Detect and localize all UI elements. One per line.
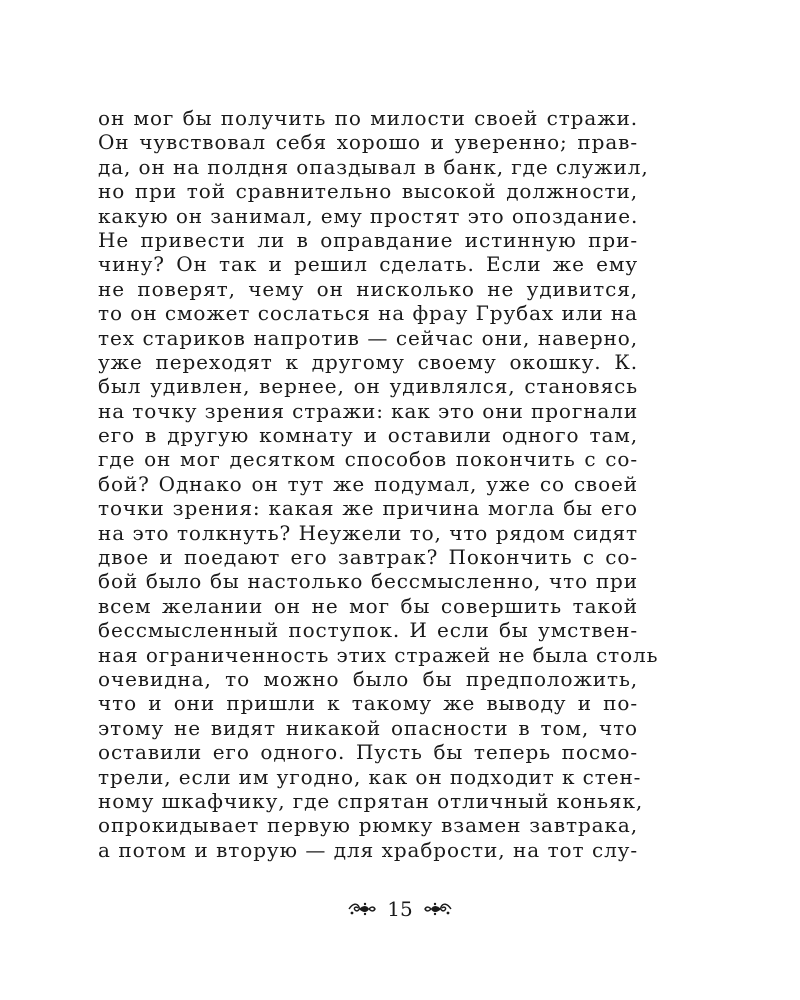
- text-line: Он чувствовал себя хорошо и уверенно; прав-: [98, 130, 638, 155]
- text-line: где он мог десятком способов покончить с со-: [98, 447, 638, 472]
- text-line: Не привести ли в оправдание истинную при-: [98, 227, 638, 252]
- text-line: его в другую комнату и оставили одного там,: [98, 423, 638, 448]
- text-line: всем желании он не мог бы совершить такой: [98, 593, 638, 618]
- ornament-right-icon: [423, 901, 453, 917]
- text-line: этому не видят никакой опасности в том, что: [98, 715, 638, 740]
- text-line: бой? Однако он тут же подумал, уже со своей: [98, 471, 638, 496]
- text-line: ному шкафчику, где спрятан отличный коньяк,: [98, 788, 644, 813]
- text-line: ная ограниченность этих стражей не была столь: [98, 642, 659, 667]
- text-line: точки зрения: какая же причина могла бы его: [98, 496, 638, 521]
- body-text: [98, 106, 659, 862]
- text-line: трели, если им угодно, как он подходит к стен-: [98, 764, 642, 789]
- text-line: что и они пришли к такому же выводу и по-: [98, 691, 638, 716]
- text-line: двое и поедают его завтрак? Покончить с со-: [98, 545, 638, 570]
- page-footer: [0, 896, 800, 922]
- text-line: на это толкнуть? Неужели то, что рядом сидят: [98, 520, 638, 545]
- text-line: на точку зрения стражи: как это они прогнали: [98, 398, 639, 423]
- text-line: опрокидывает первую рюмку взамен завтрака,: [98, 813, 638, 838]
- text-line: чину? Он так и решил сделать. Если же ему: [98, 252, 638, 277]
- ornament-left-icon: [347, 901, 377, 917]
- text-line: но при той сравнительно высокой должности,: [98, 179, 638, 204]
- text-line: он мог бы получить по милости своей стражи.: [98, 106, 638, 130]
- text-line: тех стариков напротив — сейчас они, наверно,: [98, 325, 638, 350]
- text-line: бессмысленный поступок. И если бы умствен-: [98, 618, 638, 643]
- text-line: оставили его одного. Пусть бы теперь посмо-: [98, 740, 638, 765]
- text-line: был удивлен, вернее, он удивлялся, становясь: [98, 374, 638, 399]
- text-line: бой было бы настолько бессмысленно, что при: [98, 569, 638, 594]
- text-line: какую он занимал, ему простят это опоздание.: [98, 203, 639, 228]
- text-line: да, он на полдня опаздывал в банк, где служил,: [98, 154, 649, 179]
- text-line: уже переходят к другому своему окошку. К.: [98, 349, 638, 374]
- text-line: а потом и вторую — для храбрости, на тот слу-: [98, 837, 638, 862]
- page-number: 15: [387, 897, 413, 921]
- text-line: то он сможет сослаться на фрау Грубах или на: [98, 301, 638, 326]
- text-line: не поверят, чему он нисколько не удивится,: [98, 276, 638, 301]
- text-line: очевидна, то можно было бы предположить,: [98, 666, 638, 691]
